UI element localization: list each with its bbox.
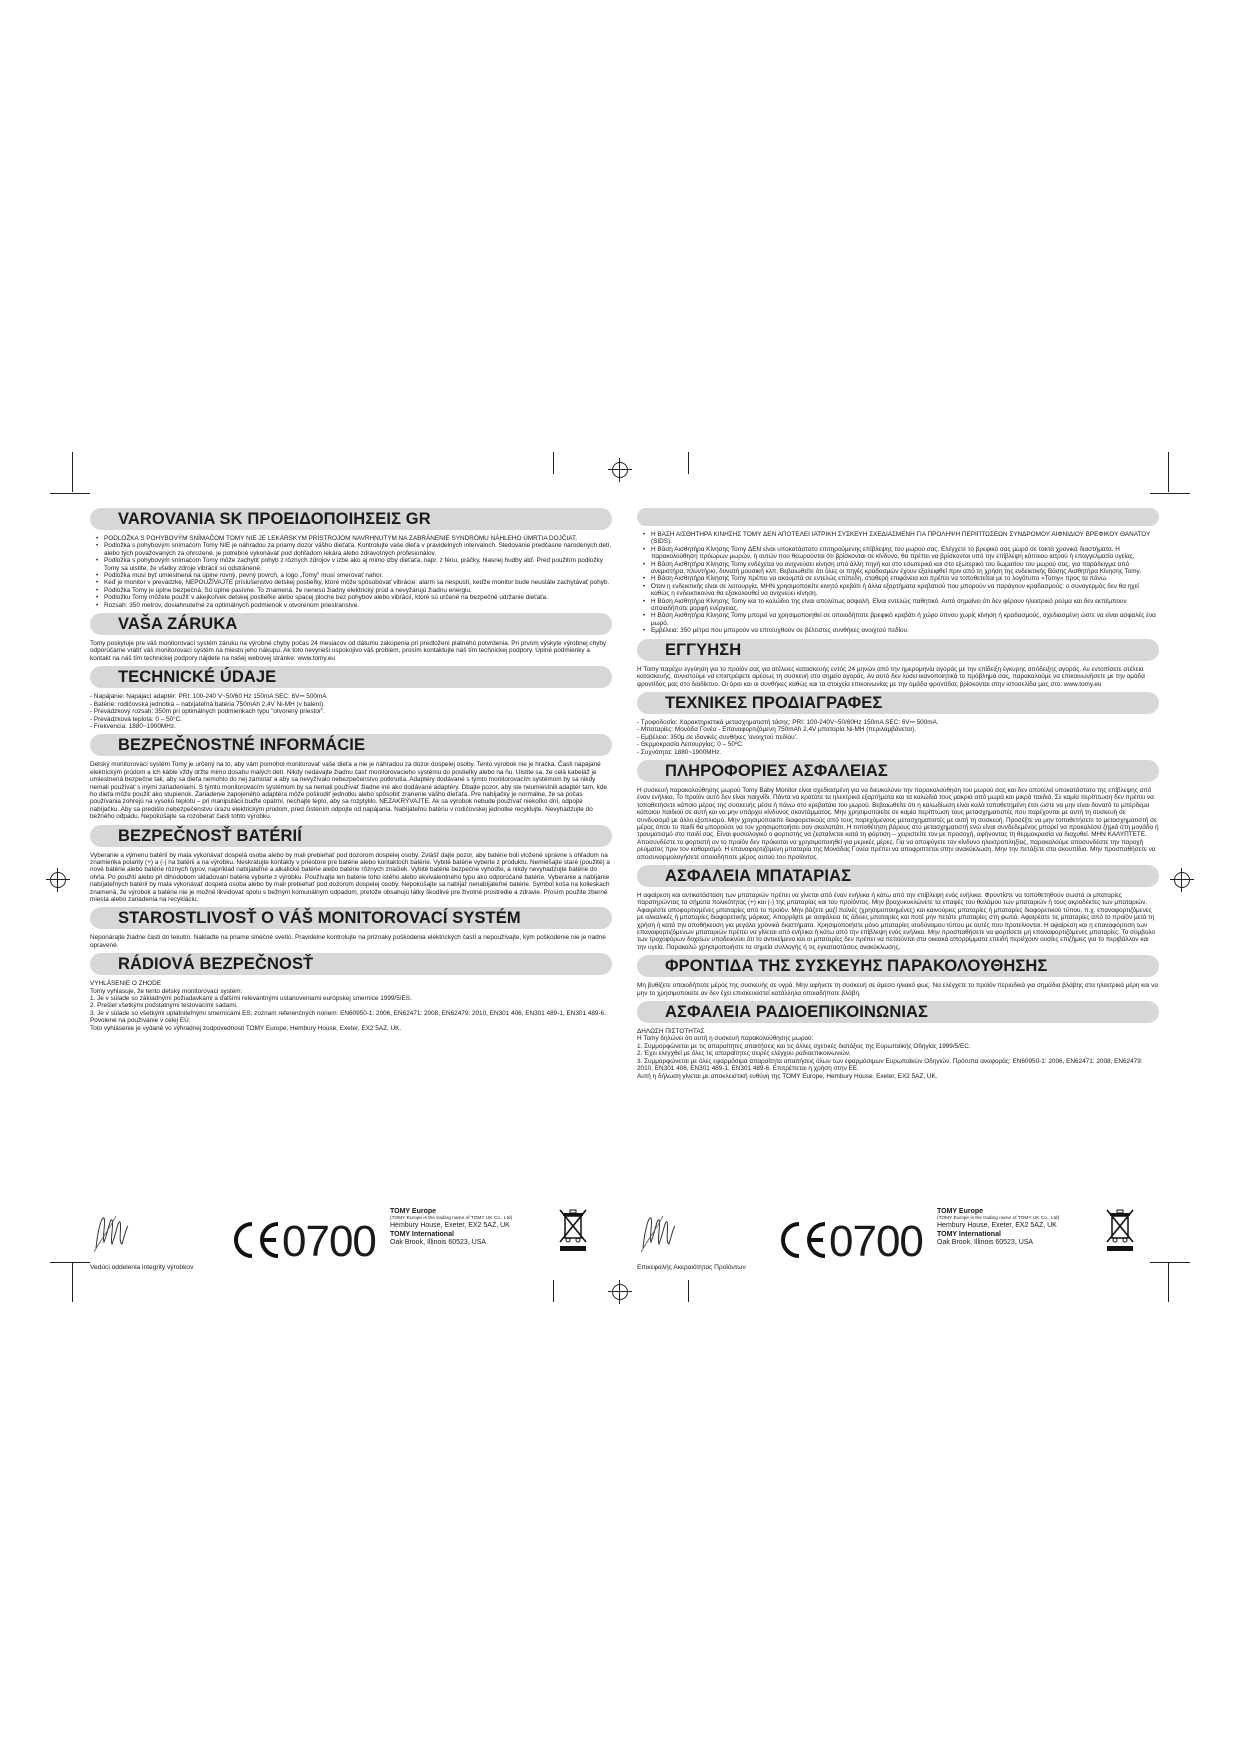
ce-marking [230, 1217, 376, 1266]
section-title: VAŠA ZÁRUKA [118, 615, 238, 634]
section-title: ΑΣΦΑΛΕΙΑ ΜΠΑΤΑΡΙΑΣ [665, 867, 852, 885]
list-item: VYHLÁSENIE O ZHODE [90, 980, 162, 988]
list-item: • Η Βάση Αισθητήρα Κίνησης Tomy ΔΕΝ είναι υποκατάστατο επιτηρούμενης επίβλεψης του μωρού σας. Ελέγχετε το βρεφικό σας μωρό σε τακτά χρονικά διαστήματα. Η παρακολούθηση πρόωρων μωρών, ή αυτών που θεωρούνται ότι βρίσκονται σε κίνδυνο, θα πρέπει να βρίσκονται υπό την επίβλεψη κάποιου ιατρού ή επαγγελματία υγείας. [651, 546, 1159, 561]
warnings-section [637, 508, 1159, 635]
section-header [90, 613, 612, 635]
crop-mark [688, 452, 689, 474]
tech-list [637, 719, 1159, 756]
section-text: Η αφαίρεση και αντικατάσταση των μπαταριών πρέπει να γίνεται από έναν ενήλικα ή κάτω από την επίβλεψη ενός ενήλικα. Φροντίστε να τοποθετηθούν σωστά οι μπαταρίες παρατηρώντας τα σήματα πολικότητας (+) και (-) της μπαταρίας και του προϊόντος. Μην βραχυκυκλώνετε τα επαφές του θαλάμου των μπαταριών ή τους ακροδέκτες των μπαταριών. Αφαιρέστε αποφορτισμένες μπαταρίες από το προϊόν. Μην βάζετε μαζί παλιές (χρησιμοποιημένες) και καινούριες μπαταρίες ή μπαταρίες διαφορετικού τύπου, π.χ. επαναφορτιζόμενες με αλκαλικές ή μπαταρίες διαφορετικής μάρκας. Απορρίψτε με ασφάλεια τις άδειες μπαταρίες και ποτέ μην πετάτε μπαταρίες στη φωτιά. Αφαιρέστε τις μπαταρίες από το προϊόν μετά τη χρήση ή κατά την αποθήκευση για μεγάλα χρονικά διαστήματα. Χρησιμοποιήστε μόνο μπαταρίες ισοδύναμου τύπου με αυτές που προτείνονται. Η αφαίρεση και η επαναφόρτιση των επαναφορτιζόμενων μπαταριών πρέπει να γίνεται από ενήλικα ή κάτω από την επίβλεψη ενός ενήλικα. Μην προσπαθήσετε να φορτίσετε μη επαναφορτιζόμενες μπαταρίες. Το σύμβολο των τροχοφόρων δοχείων υποδεικνύει ότι το αντικείμενο και οι μπαταρίες δεν πρέπει να πετιούνται στα οικιακά απορρίμματα επειδή περιέχουν ουσίες επιζήμιες για το περιβάλλον και την υγεία. Παρακαλώ χρησιμοποιήστε τα σημεία συλλογής ή τις εγκαταστάσεις ανακύκλωσης. [637, 892, 1156, 951]
section-title: BEZPEČNOSŤ BATÉRIÍ [118, 826, 302, 845]
list-item: • Η ΒΑΣΗ ΑΙΣΘΗΤΗΡΑ ΚΙΝΗΣΗΣ TOMY ΔΕΝ ΑΠΟΤΕΛΕΙ ΙΑΤΡΙΚΗ ΣΥΣΚΕΥΗ ΣΧΕΔΙΑΣΜΕΝΗ ΓΙΑ ΠΡΟΛΗΨΗ ΠΕΡΙΠΤΩΣΕΩΝ ΣΥΝΔΡΟΜΟΥ ΑΙΦΝΙΔΙΟΥ ΒΡΕΦΙΚΟΥ ΘΑΝΑΤΟΥ (SIDS). [651, 531, 1159, 546]
radio-list [637, 1028, 1159, 1080]
section-title: VAROVANIA SK ΠΡΟΕΙΔΟΠΟΙΗΣΕΙΣ GR [118, 510, 431, 528]
list-item: - Frekvencia: 1880~1900MHz. [90, 722, 176, 730]
safety-section [637, 760, 1159, 861]
section-header [637, 1001, 1159, 1023]
section-header [90, 734, 612, 756]
company-address [390, 1208, 512, 1248]
notified-body-number: 0700 [282, 1217, 376, 1266]
section-title: ΕΓΓΥΗΣΗ [665, 640, 742, 659]
list-item: - Συχνότητα: 1880~1900MHz. [637, 748, 722, 756]
section-text: Tomy poskytuje pre váš monitorovací systém záruku na výrobné chyby počas 24 mesiacov od dátumu zakúpenia pri predložení platného potvrdenia. Pri prvom výskyte výrobnej chyby odporúčame vrátiť váš monitorovací systém na miesto jeho nákupu. Ak toto nevyrieši uspokojivo váš problém, prosím kontaktujte náš tím technickej podpory. Úplné podmienky a kontakt na náš tím technickej podpory nájdete na našej webovej stránke: www.tomy.eu [90, 640, 607, 662]
section-header [90, 825, 612, 847]
list-item: • Εμβέλεια: 350 μέτρα που μπορούν να επιτευχθούν σε βέλτιστες συνθήκες ανοιχτού πεδίου. [651, 627, 1159, 634]
company-note: (TOMY Europe is the trading name of TOMY UK Co., Ltd) [390, 1216, 513, 1222]
crop-mark [50, 1262, 90, 1263]
slovak-page [90, 508, 612, 1271]
section-text: Vyberanie a výmenu batérií by mala vykonávať dospelá osoba alebo by mali prebiehať pod dozorom dospelej osoby. Zvlášť dajte pozor, aby batérie boli vložené správne s ohľadom na znamienka polarity (+) a (-) na batérii a na výrobku. Neskratujte kontakty v priestore pre batérie alebo kontaktoch batérie. Vybité batérie vyberte z produktu. Nemiešajte staré (použité) a nové batérie alebo batérie rôznych typov, napríklad nabíjateľné a alkalické batérie alebo batérie rôznych značiek. Vybité batérie bezpečne vyhoďte, a nikdy nevyhadzujte batérie do ohňa. Po použití alebo pri dlhodobom skladovaní batérie vyberte z výrobku. Používajte len batérie toho istého alebo ekvivalentného typu ako odporúčané batérie. Vyberanie a nabíjanie nabíjateľných batérií by mala vykonávať dospelá osoba alebo by mali prebiehať pod dozorom dospelej osoby. Nepokúšajte sa nabíjať nenabíjateľné batérie. Symbol koša na kolieskach znamená, že výrobok a batérie nie je možné likvidovať spolu s bežným komunálnym odpadom, pretože obsahujú látky škodlivé pre životné prostredie a zdravie. Prosím použite zberné miesta alebo zariadenia na recykláciu. [90, 851, 610, 903]
tech-section [90, 666, 612, 730]
radio-section [637, 1001, 1159, 1080]
notified-body-number: 0700 [829, 1217, 923, 1266]
ce-marking [777, 1217, 923, 1266]
tech-section [637, 692, 1159, 756]
crop-mark [50, 493, 90, 494]
list-item: ΔΗΛΩΣΗ ΠΙΣΤΟΤΗΤΑΣ [637, 1028, 705, 1036]
section-header [90, 953, 612, 975]
crop-mark [1150, 493, 1190, 494]
list-item: • Podložka musí byť umiestnená na úplne rovný, pevný povrch, a logo „Tomy" musí smerovať nahor. [104, 572, 612, 579]
list-item: • PODLOŽKA S POHYBOVÝM SNÍMAČOM TOMY NIE JE LEKÁRSKYM PRÍSTROJOM NAVRHNUTÝM NA ZABRÁNENIE SYNDRÓMU NÁHLEHO ÚMRTIA DOJČIAT. [104, 535, 612, 542]
footer [637, 1208, 1159, 1278]
section-header [90, 666, 612, 688]
warranty-section [637, 639, 1159, 688]
list-item: - Prevádzková teplota: 0 – 50°C. [90, 715, 183, 723]
address-line: Oak Brook, Illinois 60523, USA [390, 1239, 487, 1247]
crop-mark [1168, 452, 1169, 492]
list-item: • Rozsah: 350 metrov, dosiahnuteľné za optimálnych podmienok v otvorenom priestranstve. [104, 602, 612, 609]
section-header [637, 760, 1159, 782]
section-title: BEZPEČNOSTNÉ INFORMÁCIE [118, 736, 366, 755]
section-title: STAROSTLIVOSŤ O VÁŠ MONITOROVACÍ SYSTÉM [118, 909, 521, 928]
radio-section [90, 953, 612, 1032]
list-item: • Podložka s pohybovým snímačom Tomy môže zachytiť pohyb z rôznych zdrojov v izbe ako aj mimo izby dieťaťa, napr. z fénu, práčky, hlasnej hudby atď. Pred použitím podložky Tomy sa uistite, že všetky zdroje vibrácií sú odstránené. [104, 557, 612, 572]
list-item: 2. Prešiel všetkými podstatnými testovacími sadami. [90, 1002, 238, 1010]
registration-mark [1170, 868, 1194, 892]
crop-mark [553, 452, 554, 474]
list-item: Toto vyhlásenie je vydané vo výhradnej zodpovednosti TOMY Europe, Hembury House, Exeter, EX2 5AZ, UK. [90, 1024, 402, 1032]
greek-page [637, 508, 1159, 1271]
weee-bin-icon [558, 1208, 588, 1252]
list-item: 1. Συμμορφώνεται με τις απαραίτητες απαιτήσεις και τις άλλες σχετικές διατάξεις της Ευρωπαϊκής Οδηγίας 1999/5/ΕC. [637, 1042, 971, 1050]
list-item: 1. Je v súlade so základnými požiadavkami a ďalšími relevantnými ustanoveniami európskej smernice 1999/5/ES. [90, 995, 412, 1003]
list-item: • Podložka s pohybovým snímačom Tomy NIE je náhradou za priamy dozor vášho dieťaťa. Kontrolujte vaše dieťa v pravidelných intervaloch. Sledovanie predčasne narodených detí, alebo tých považovaných za ohrozené, je potrebné vykonávať pod dohľadom lekára alebo zdravotných profesionálov. [104, 542, 612, 557]
list-item: • Η Βάση Αισθητήρα Κίνησης Tomy μπορεί να χρησιμοποιηθεί σε οποιοδήποτε βρεφικό κρεβάτι ή χώρο ύπνου χωρίς κίνηση ή κραδασμούς, σχεδιασμένη ώστε να είναι ασφαλές ένα μωρό. [651, 612, 1159, 627]
safety-section [90, 734, 612, 820]
signature-caption: Επικεφαλής Ακεραιότητας Προϊόντων [637, 1264, 746, 1271]
ce-icon [230, 1220, 282, 1260]
list-item: 3. Συμμορφώνεται με όλες εφαρμόσιμα απαραίτητα απαιτήσεις όλων των εφαρμόσιμων Ευρωπαϊκών Οδηγιών. Πρότυπα αναφοράς: EN60950-1: 2006, EN62471: 2008, EN62479: 2010, EN301 406, EN301 489-1, EN301 489-6. Επιτρέπεται η χρήση στην ΕΕ. [637, 1057, 1143, 1073]
warnings-section [90, 508, 612, 609]
crop-mark [72, 452, 73, 492]
registration-mark [608, 1280, 632, 1304]
list-item: • Η Βάση Αισθητήρα Κίνησης Tomy πρέπει να ακουμπά σε εντελώς επίπεδη, σταθερή επιφάνεια και πρέπει να τοποθετείται με το λογότυπο «Tomy» προς τα πάνω. [651, 575, 1159, 582]
company-name: TOMY Europe [937, 1208, 984, 1215]
warnings-list [90, 535, 612, 609]
section-text: Neponárajte žiadne časti do tekutín. Nakladte na priame slnečné svetlo. Pravidelne kontrolujte na príznaky poškodenia elektrických častí a nepoužívajte, kým poškodenie nie je riadne opravené. [90, 934, 606, 949]
list-item: - Τροφοδοσία: Χαρακτηριστικά μετασχηματιστή τάσης: PRI: 100-240V~50/60Hz 150mA SEC: 6V⎓ 500mA. [637, 718, 939, 726]
company-address [937, 1208, 1059, 1248]
address-line: Oak Brook, Illinois 60523, USA [937, 1239, 1034, 1247]
list-item: 2. Έχει ελεγχθεί με όλες τις απαραίτητες σειρές ελέγχου ραδιοεπικοινωνιών. [637, 1050, 851, 1058]
address-line: Hembury House, Exeter, EX2 5AZ, UK [937, 1222, 1057, 1230]
company-note: (TOMY Europe is the trading name of TOMY UK Co., Ltd) [937, 1216, 1060, 1222]
list-item: • Podložku Tomy môžete použiť v akejkoľvek detskej postieľke alebo spacej ploche bez pohybov alebo vibrácií, ktoré sú určené na bezpečné udržanie dieťaťa. [104, 594, 612, 601]
section-text: Η Tomy παρέχει εγγύηση για το προϊόν σας για ατέλειες κατασκευής εντός 24 μηνών από την ημερομηνία αγοράς με την επίδειξη έγκυρης απόδειξης αγοράς. Αν εντοπίσετε ατέλεια κατασκευής, συνιστούμε να επιστρέψετε αμέσως τη συσκευή στο σημείο αγοράς. Αν αυτό δεν λύσει ικανοποιητικά το πρόβλημά σας, παρακαλούμε να επικοινωνήσετε με την ομάδα φροντίδας μας στο διαδίκτυο. Οι όροι και οι συνθήκες καθώς και τα στοιχεία επικοινωνίας με την ομάδα φροντίδας βρίσκονται στην ιστοσελίδα μας στο: www.tomy.eu [637, 665, 1145, 688]
list-item: - Θερμοκρασία Λειτουργίας: 0 – 50ºC. [637, 741, 744, 749]
section-header [637, 865, 1159, 887]
battery-section [90, 825, 612, 904]
list-item: - Batérie: rodičovská jednotka – nabíjateľná batéria 750mAh 2,4V Ni-MH (v balení). [90, 700, 325, 708]
list-item: - Εμβέλεια: 350μ σε ιδανικές συνθήκες 'ανοιχτού πεδίου'. [637, 733, 798, 741]
company-name: TOMY International [937, 1230, 1001, 1238]
list-item: • Η Βάση Αισθητήρα Κίνησης Tomy ενδέχεται να ανιχνεύσει κίνηση από άλλη πηγή και στο εσωτερικό και στο εξωτερικό του δωματίου του μωρού σας, για παράδειγμα από ανεμιστήρα, πλυντήριο, δυνατή μουσική κλπ. Βεβαιωθείτε ότι όλες οι πηγές κραδασμών έχουν εξαλειφθεί πριν από τη χρήση της ενδεικτικής Βάσης Αισθητήρα Κίνησης Tomy. [651, 561, 1159, 576]
section-header [637, 955, 1159, 977]
section-title: ΑΣΦΑΛΕΙΑ ΡΑΔΙΟΕΠΙΚΟΙΝΩΝΙΑΣ [665, 1003, 929, 1022]
warnings-list [637, 531, 1159, 635]
list-item: • Podložka Tomy je úplne bezpečná. Sú úplne pasívne. To znamená, že nenesú žiadny elektrický prúd a nevyžarujú žiadnu energiu. [104, 587, 612, 594]
crop-mark [1168, 1262, 1169, 1302]
care-section [637, 955, 1159, 997]
crop-mark [72, 1262, 73, 1302]
section-title: TECHNICKÉ ÚDAJE [118, 668, 277, 687]
registration-mark [46, 868, 70, 892]
list-item: • Η Βάση Αισθητήρα Κίνησης Tomy και το καλώδιο της είναι απολύτως ασφαλή. Είναι εντελώς παθητικό. Αυτό σημαίνει ότι δεν φέρουν ηλεκτρικό ρεύμα και δεν εκπέμπουν οποιαδήποτε μορφή ενέργειας. [651, 598, 1159, 613]
footer [90, 1208, 612, 1278]
signature-image [90, 1208, 134, 1256]
list-item: - Μπαταρίες: Μονάδα Γονέα - Επαναφορτιζόμενη 750mAh 2,4V μπαταρία Ni-MH (περιλαμβάνεται). [637, 726, 917, 734]
signature-image [637, 1208, 681, 1256]
weee-bin-icon [1105, 1208, 1135, 1252]
section-header [637, 508, 1159, 526]
section-title: ΦΡΟΝΤΙΔΑ ΤΗΣ ΣΥΣΚΕΥΗΣ ΠΑΡΑΚΟΛΟΥΘΗΣΗΣ [665, 957, 1048, 976]
section-text: Detský monitorovací systém Tomy je určený na to, aby vám pomohol monitorovať vaše dieťa a nie je náhradou za dozor dospelej osoby. Tento výrobok nie je hračka. Časti napájané elektrickým prúdom a ich káble vždy držte mimo dosahu malých detí. Nikdy nedávajte žiadnu časť monitorovacieho systému do postieľky alebo na ňu. Uistite sa, že celá kabeláž je umiestnená bezpečne tak, aby sa dieťa nemohlo do nej zamotať a aby sa nevyžívalo nebezpečenstvo potknutia. Adaptéry dodávané s týmto monitorovacím systémom by sa nikdy nemali používať s inými zariadeniami. S týmto monitorovacím systémom by sa nemali používať žiadne iné ako dodávané adaptéry. Dbajte pozor, aby ste neumiestnili adaptér tam, kde ho dieťa môže použiť ako stupienok. Zariadenie zapojeného adaptéra môže poškodiť jednotku alebo spôsobiť zranenie vášho dieťaťa. Pre nabíjačky je normálne, že sa počas používania zohrejú na vysokú teplotu – pri manipulácii buďte opatrní, nechajte teplo, aby sa rozptýlilo. NEZAKRÝVAJTE. Ak sa výrobok nebude používať niekoľko dní, odpojte nabíjačku. Aby sa predišlo nebezpečenstvu úrazu elektrickým prúdom, pred čistením odpojte od napájania. Nabíjateľnú batériu v rodičovskej jednotke recyklujte. Nevyhadzujte do bežného odpadu. Nepokúšajte sa rozoberať časti tohto výrobku. [90, 761, 607, 821]
warranty-section [90, 613, 612, 662]
crop-mark [553, 1280, 554, 1302]
radio-list [90, 980, 612, 1032]
company-name: TOMY International [390, 1230, 454, 1238]
section-text: Η συσκευή παρακολούθησης μωρού Tomy Baby Monitor είναι σχεδιασμένη για να διευκολύνει την παρακολούθηση του μωρού σας και δεν αποτελεί υποκατάστατο της επίβλεψης από έναν ενήλικα. Το προϊόν αυτό δεν είναι παιχνίδι. Πάντα να κρατάτε τα ηλεκτρικά εξαρτήματα και τα καλώδιά τους μακριά από μωρά και μικρά παιδιά. Σε καμία περίπτωση δεν πρέπει να τοποθετήσετε κάποιο μέρος της συσκευής μέσα ή πάνω στο κρεβατάκι του μωρού. Βεβαιωθείτε ότι η καλωδίωση είναι καλά τοποθετημένη έτσι ώστε να μην είναι δυνατό το μπέρδεμα κάποιου παιδιού σε αυτή και να μην υπάρχει κίνδυνος σκοντάμματος. Μην χρησιμοποιείτε σε καμία περίπτωση τους μετασχηματιστές που παρέχονται με αυτή τη συσκευή σε συνδυασμό με άλλο εξοπλισμό. Μην χρησιμοποιείτε διαφορετικούς από τους παρεχόμενους μετασχηματιστές με αυτή τη συσκευή. Προσέξτε να μην τοποθετήσετε το μετασχηματιστή σε μέρος όπου το παιδί θα μπορούσε να τον χρησιμοποιήσει σαν σκαλοπάτι. Η τοποθέτηση βάρους στο μετασχηματιστή ενώ είναι συνδεδεμένος μπορεί να προκαλέσει ζημιά στη μονάδα ή τραυματισμό στο παιδί σας. Είναι φυσιολογικό ο φορτιστής να ζεσταίνεται κατά τη φόρτιση – χειριστείτε τον με προσοχή, αφήνοντας τη θερμοκρασία να διαχυθεί. ΜΗΝ ΚΑΛΥΠΤΕΤΕ. Αποσυνδέστε το φορτιστή αν το προϊόν δεν πρόκειται να χρησιμοποιηθεί για μερικές μέρες. Για να αποφύγετε τον κίνδυνο ηλεκτροπληξίας, παρακαλούμε αποσυνδέστε την παροχή ρεύματος πριν τον καθαρισμό. Η επαναφορτιζόμενη μπαταρία της Μονάδας Γονέα πρέπει να αποφριπτεται στην ανακύκλωση. Μην την πετάξετε στα σκουπίδια. Μην προσπαθήσετε να αποσυναρμολογήσετε οποιοδήποτε μέρος αυτού του προϊόντος. [637, 786, 1159, 861]
section-header [90, 907, 612, 929]
list-item: Tomy vyhlasuje, že tento detský monitorovací systém: [90, 987, 243, 995]
list-item: Αυτή η δήλωση γίνεται με αποκλειστική ευθύνη της TOMY Europe, Hembury House, Exeter, EX2 5AZ, UK. [637, 1072, 938, 1080]
company-name: TOMY Europe [390, 1208, 437, 1215]
section-title: ΠΛΗΡΟΦΟΡΙΕΣ ΑΣΦΑΛΕΙΑΣ [665, 761, 888, 780]
list-item: 3. Je v súlade so všetkými uplatniteľnými smernicami ES; zoznam referenčných noriem: EN60950-1: 2006, EN62471: 2008, EN62479: 2010, EN301 406, EN301 489-1, EN301 489-6. Povolené na používanie v celej EÚ. [90, 1009, 606, 1025]
signature-caption: Vedúci oddelenia integrity výrobkov [90, 1264, 194, 1271]
crop-mark [688, 1280, 689, 1302]
list-item: • Όταν η ενδεικτικής είναι σε λειτουργία, ΜΗΝ χρησιμοποιείτε κινητό κρεβάτι ή άλλα εξαρτήματα κρεβατιού που μπορούν να παράγουν κραδασμούς: ο συναγερμός δεν θα ηχεί καθώς η ενδεικτικούνα θα εξακολουθεί να ανιχνεύει κίνηση. [651, 583, 1159, 598]
section-title: RÁDIOVÁ BEZPEČNOSŤ [118, 955, 314, 974]
tech-list [90, 693, 612, 730]
list-item: - Prevádzkový rozsah: 350m pri optimálnych podmienkach typu "otvorený priestor". [90, 708, 326, 716]
list-item: - Napájanie: Napájací adaptér: PRI: 100-240 V~50/60 Hz 150mA SEC: 6V⎓ 500mA [90, 693, 327, 701]
section-text: Μη βυθίζετε οποιοδήποτε μέρος της συσκευής σε υγρά. Μην αφήνετε τη συσκευή σε άμεσο ηλιακό φως. Να ελέγχετε το προϊόν περιοδικά για σημάδια βλάβης στα ηλεκτρικά μέρη και να μην το χρησιμοποιείτε αν δεν έχει επισκευαστεί κατάλληλα οποιαδήποτε βλάβη. [637, 982, 1159, 997]
ce-icon [777, 1220, 829, 1260]
registration-mark [608, 458, 632, 482]
care-section [90, 907, 612, 949]
battery-section [637, 865, 1159, 951]
list-item: • Keď je monitor v prevádzke, NEPOUŽÍVAJTE príslušenstvo detskej postieľky, ktoré môže spôsobovať vibrácie: alarm sa nespustí, keďže monitor bude neustále zachytávať pohyb. [104, 579, 612, 586]
address-line: Hembury House, Exeter, EX2 5AZ, UK [390, 1222, 510, 1230]
section-header [637, 692, 1159, 714]
section-header [637, 639, 1159, 661]
section-header [90, 508, 612, 530]
section-title: ΤΕΧΝΙΚΕΣ ΠΡΟΔΙΑΓΡΑΦΕΣ [665, 693, 883, 712]
list-item: Η Tomy δηλώνει ότι αυτή η συσκευή παρακολούθησης μωρού: [637, 1035, 814, 1043]
